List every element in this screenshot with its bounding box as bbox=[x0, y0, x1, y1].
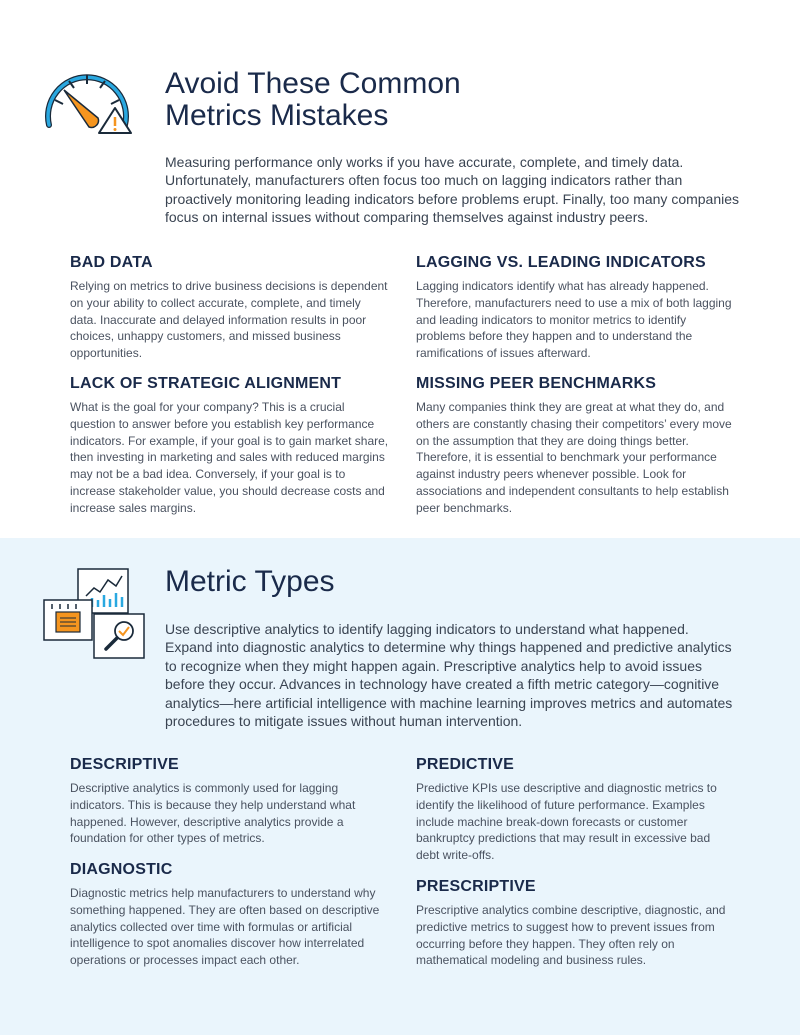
lagging-leading-text: Lagging indicators identify what has already happened. Therefore, manufacturers need to use a mix of both lagging and leading indicators to monitor metrics to identify problems before they happen and to understand the ramifications of issues afterward. bbox=[416, 279, 732, 361]
page-title bbox=[165, 68, 725, 132]
analytics-documents-icon bbox=[42, 568, 146, 660]
predictive-text: Predictive KPIs use descriptive and diagnostic metrics to identify the likelihood of future performance. Examples include machine break-down forecasts or customer bankruptcy predictions that may result in excessive bad debt write-offs. bbox=[416, 781, 717, 863]
lagging-leading-heading: LAGGING VS. LEADING INDICATORS bbox=[416, 254, 706, 271]
peer-benchmarks-heading: MISSING PEER BENCHMARKS bbox=[416, 375, 657, 392]
lagging-leading-block bbox=[416, 253, 736, 362]
prescriptive-block bbox=[416, 877, 736, 969]
strategic-alignment-block bbox=[70, 374, 390, 517]
title-line-1: Avoid These Common bbox=[165, 67, 461, 100]
diagnostic-block bbox=[70, 860, 390, 969]
strategic-alignment-text: What is the goal for your company? This is a crucial question to answer before you establish key performance indicators. For example, if your goal is to gain market share, then investing in marketing and sales with reduced margins may not be a bad idea. Conversely, if your goal is to increase stakeholder value, you should decrease costs and increase sales margins. bbox=[70, 400, 389, 515]
bad-data-block bbox=[70, 253, 390, 362]
peer-benchmarks-block bbox=[416, 374, 736, 517]
bad-data-heading: BAD DATA bbox=[70, 254, 153, 271]
title-line-2: Metrics Mistakes bbox=[165, 99, 389, 132]
metric-types-intro: Use descriptive analytics to identify lagging indicators to understand what happened. Expand into diagnostic analytics to determine why things happened and predictive analytics to recognize when they might happen again. Prescriptive analytics help to avoid issues before they occur. Advances in technology have created a fifth metric category—cognitive analytics—here artificial intelligence with machine learning improves metrics and automates procedures to mitigate issues without human intervention. bbox=[165, 621, 733, 730]
descriptive-block bbox=[70, 755, 390, 847]
diagnostic-heading: DIAGNOSTIC bbox=[70, 861, 173, 878]
predictive-heading: PREDICTIVE bbox=[416, 756, 515, 773]
metric-types-title: Metric Types bbox=[165, 565, 335, 598]
descriptive-heading: DESCRIPTIVE bbox=[70, 756, 179, 773]
predictive-block bbox=[416, 755, 736, 864]
bad-data-text: Relying on metrics to drive business decisions is dependent on your ability to collect accurate, complete, and timely data. Inaccurate and delayed information results in poor choices, unhappy customers, and missed business opportunities. bbox=[70, 279, 388, 361]
section-intro: Measuring performance only works if you have accurate, complete, and timely data. Unfortunately, manufacturers often focus too much on lagging indicators rather than proactively monitoring leading indicators before problems erupt. Finally, too many companies focus on internal issues without comparing themselves against industry peers. bbox=[165, 154, 740, 226]
speedometer-warning-icon bbox=[44, 70, 136, 136]
strategic-alignment-heading: LACK OF STRATEGIC ALIGNMENT bbox=[70, 375, 342, 392]
diagnostic-text: Diagnostic metrics help manufacturers to understand why something happened. They are often based on descriptive analytics collected over time with formulas or artificial intelligence to spot anomalies discover how interrelated operations or processes impact each other. bbox=[70, 886, 380, 968]
peer-benchmarks-text: Many companies think they are great at what they do, and others are constantly chasing their competitors’ every move on the assumption that they are doing things better. Therefore, it is essential to benchmark your performance against industry peers whenever possible. Look for associations and independent consultants to help establish peer benchmarks. bbox=[416, 400, 732, 515]
descriptive-text: Descriptive analytics is commonly used for lagging indicators. This is because they help understand what happened. However, descriptive analytics provide a foundation for other types of metrics. bbox=[70, 781, 356, 846]
prescriptive-heading: PRESCRIPTIVE bbox=[416, 878, 536, 895]
prescriptive-text: Prescriptive analytics combine descriptive, diagnostic, and predictive metrics to suggest how to prevent issues from occurring before they happen. They often rely on mathematical modeling and business rules. bbox=[416, 903, 726, 968]
metric-types-section bbox=[0, 538, 800, 1035]
